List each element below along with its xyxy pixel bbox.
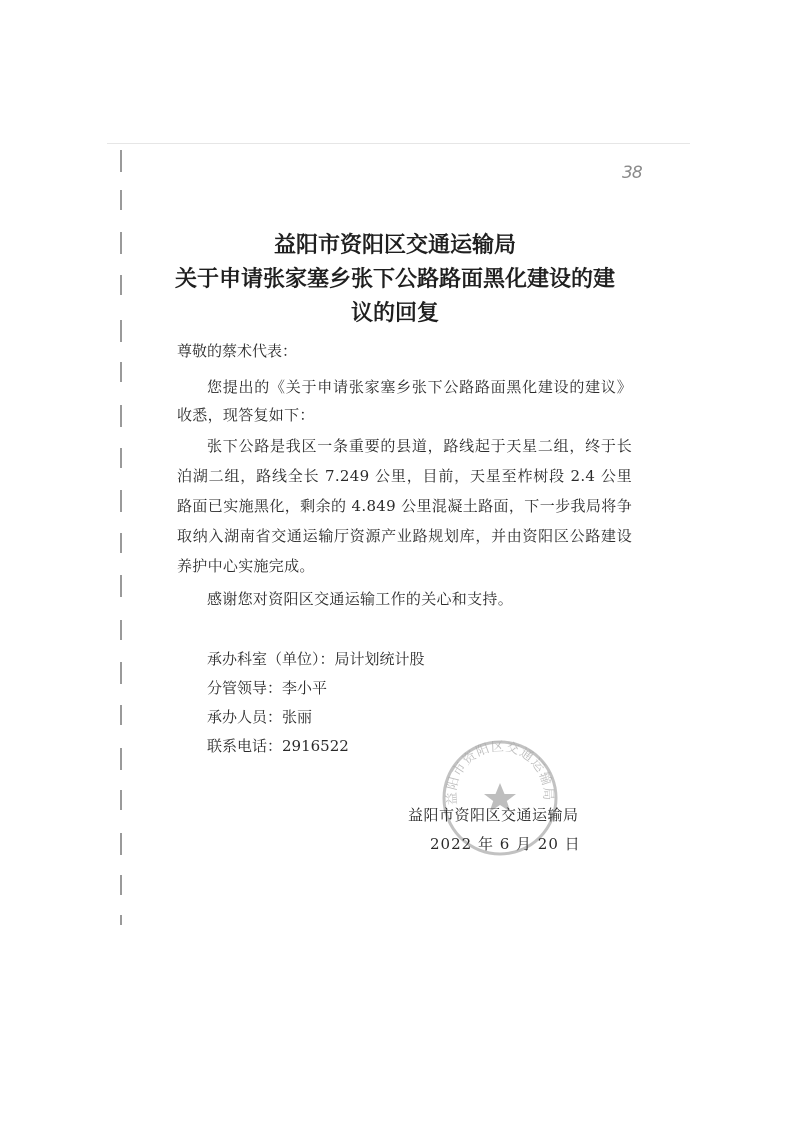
title-line-1: 益阳市资阳区交通运输局 bbox=[273, 233, 516, 258]
info-leader: 分管领导：李小平 bbox=[207, 679, 328, 697]
paragraph-thanks: 感谢您对资阳区交通运输工作的关心和支持。 bbox=[207, 590, 514, 608]
signature-date: 2022 年 6 月 20 日 bbox=[430, 835, 581, 853]
info-phone: 联系电话：2916522 bbox=[207, 737, 349, 755]
seal-text: 益阳市资阳区交通运输局 bbox=[444, 739, 556, 806]
handwritten-page-number: 38 bbox=[622, 163, 642, 183]
info-department: 承办科室（单位）：局计划统计股 bbox=[207, 650, 425, 668]
paragraph-main: 张下公路是我区一条重要的县道，路线起于天星二组，终于长泊湖二组，路线全长 7.249 公里，目前，天星至柞树段 2.4 公里路面已实施黑化，剩余的 4.849 公里混凝土路面，下一步我局将争取纳入湖南省交通运输厅资源产业路规划库，并由资阳区公路建设养护中心实施完成。 bbox=[177, 437, 632, 575]
salutation: 尊敬的蔡术代表： bbox=[177, 342, 298, 360]
title-line-3: 议的回复 bbox=[350, 301, 439, 326]
paragraph-intro: 您提出的《关于申请张家塞乡张下公路路面黑化建设的建议》收悉，现答复如下： bbox=[177, 378, 632, 424]
signature-organization: 益阳市资阳区交通运输局 bbox=[408, 806, 579, 824]
info-handler: 承办人员：张丽 bbox=[207, 708, 313, 726]
title-line-2: 关于申请张家塞乡张下公路路面黑化建设的建 bbox=[174, 267, 615, 292]
scan-edge-marks bbox=[120, 150, 126, 930]
